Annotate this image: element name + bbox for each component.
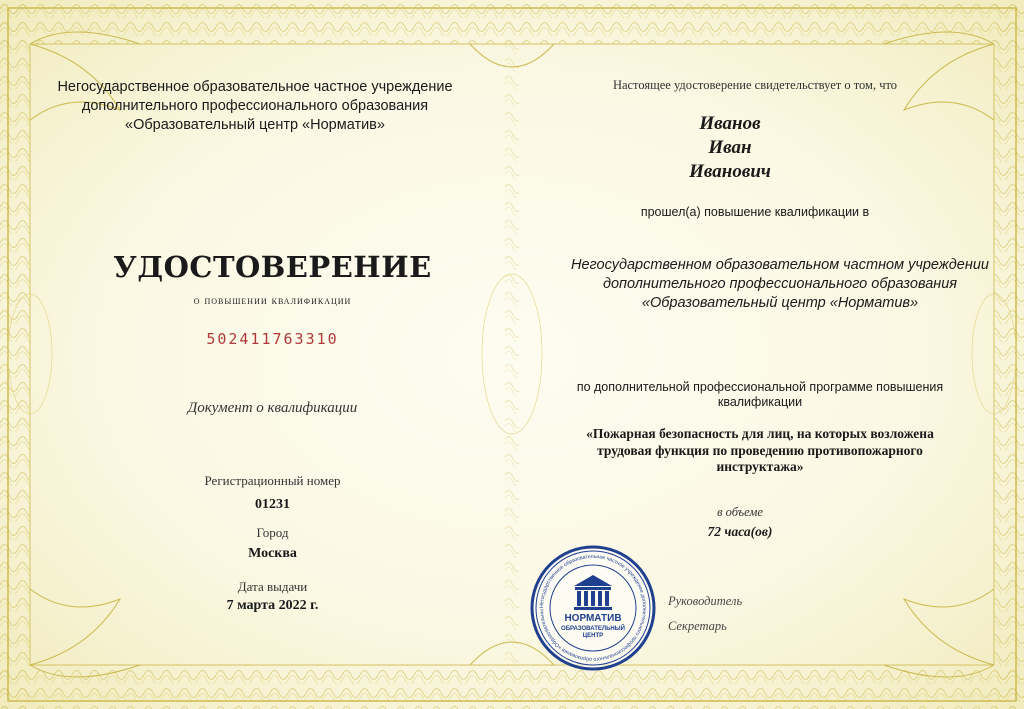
document-type: Документ о квалификации — [187, 400, 358, 416]
holder-patronymic: Иванович — [689, 161, 771, 182]
holder-name — [630, 112, 830, 184]
volume-label: в объеме — [717, 505, 763, 519]
intro-text: Настоящее удостоверение свидетельствует о том, что — [612, 78, 898, 92]
issue-date-label: Дата выдачи — [237, 579, 308, 594]
registration-number: 01231 — [255, 497, 290, 512]
registration-label: Регистрационный номер — [204, 473, 341, 488]
holder-first-name: Иван — [708, 137, 752, 158]
city-value: Москва — [248, 546, 297, 561]
serial-number: 502411763310 — [206, 330, 339, 348]
stamp-line2: ЦЕНТР — [582, 633, 604, 639]
head-signature-label: Руководитель — [668, 594, 743, 608]
stamp-ring-text: Негосударственное образовательное частное учреждение дополнительного профессионального образования «Образовательны — [538, 553, 648, 663]
certificate-title: УДОСТОВЕРЕНИЕ — [113, 250, 432, 284]
stamp-line1: ОБРАЗОВАТЕЛЬНЫЙ — [561, 626, 625, 632]
issuer-organization: Негосударственное образовательное частное учреждение дополнительного профессионального образования «Образовательный центр «Норматив» — [57, 79, 453, 133]
volume-value: 72 часа(ов) — [707, 524, 773, 539]
training-organization: Негосударственном образовательном частном учреждении дополнительного профессионального образования «Образовательный центр «Норматив» — [571, 257, 989, 311]
holder-surname: Иванов — [699, 113, 761, 134]
city-label: Город — [256, 525, 289, 540]
secretary-signature-label: Секретарь — [668, 619, 727, 633]
program-label: по дополнительной профессиональной программе повышения квалификации — [576, 380, 944, 409]
issue-date: 7 марта 2022 г. — [226, 598, 319, 613]
passed-text: прошел(а) повышение квалификации в — [640, 205, 870, 219]
certificate-subtitle: о повышении квалификации — [193, 293, 352, 307]
stamp-brand: НОРМАТИВ — [564, 613, 622, 624]
organization-stamp — [530, 545, 656, 671]
program-name: «Пожарная безопасность для лиц, на которых возложена трудовая функция по проведению противопожарного инструктажа» — [586, 426, 934, 474]
